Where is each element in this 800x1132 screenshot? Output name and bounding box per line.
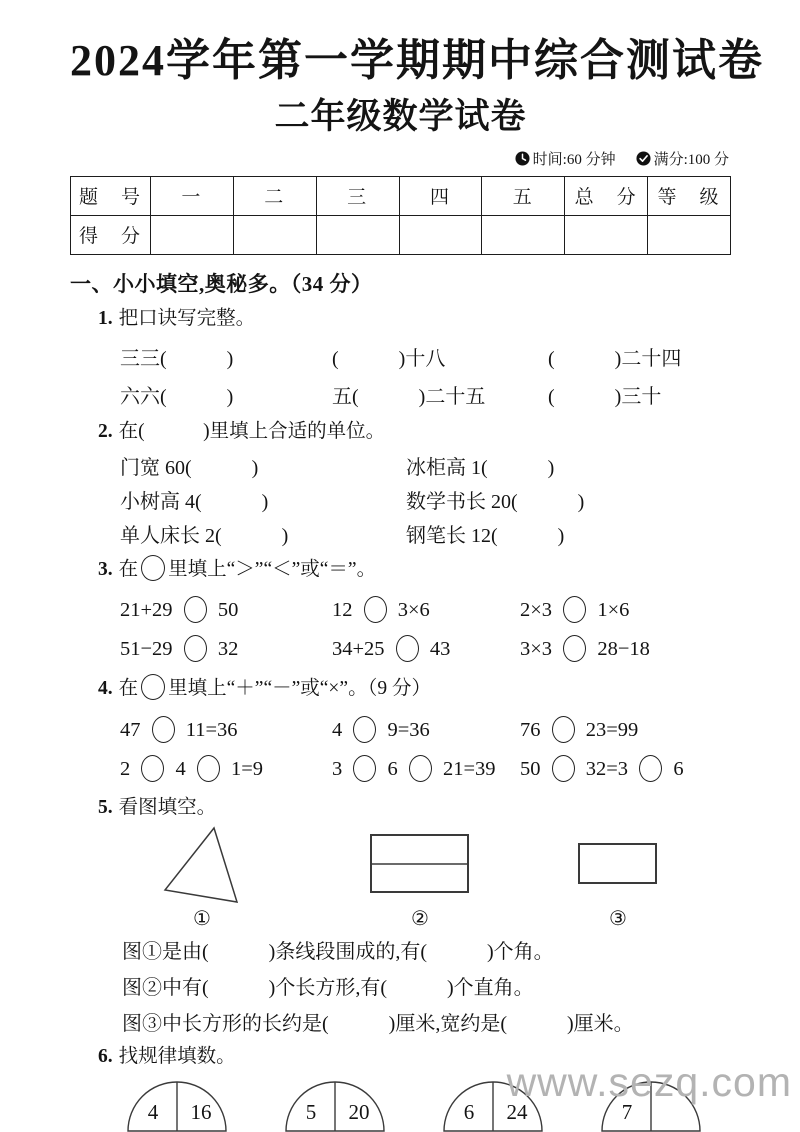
q5-fill-line: 图③中长方形的长约是( )厘米,宽约是( )厘米。 (122, 1012, 634, 1035)
answer-circle (639, 755, 662, 782)
q2-row (120, 451, 731, 480)
answer-circle (364, 596, 387, 623)
figure-2-block (370, 834, 470, 929)
q2-row (120, 519, 731, 548)
clock-icon (515, 151, 530, 166)
semicircle-value-left: 5 (305, 1100, 317, 1125)
semicircle-value-right: 20 (348, 1100, 370, 1125)
question-1-heading (98, 305, 731, 333)
q4-expression: 2 4 1=9 (120, 755, 332, 782)
divided-rectangle-shape (370, 834, 470, 894)
semicircle-value-right: 16 (190, 1100, 212, 1125)
question-2-text: 在( )里填上合适的单位。 (118, 420, 386, 442)
q1-cell: ( )十八 (332, 347, 446, 370)
question-6-text: 找规律填数。 (118, 1045, 236, 1067)
score-table (70, 176, 731, 255)
semicircle-figure (127, 1079, 227, 1132)
full-score-label: 满分:100 分 (653, 151, 729, 168)
question-3-rows (70, 596, 731, 662)
question-3-heading (98, 555, 731, 584)
answer-circle (141, 555, 165, 581)
q34-row (120, 635, 731, 662)
question-4-text: 在 里填上“＋”“－”或“×”。（9 分） (119, 678, 431, 699)
question-5-number: 5. (98, 796, 113, 818)
q34-row (120, 716, 731, 743)
question-2-number: 2. (98, 420, 113, 442)
q4-expression: 76 23=99 (520, 716, 731, 743)
time-info (515, 148, 616, 169)
figure-3-label: ③ (609, 907, 627, 930)
score-table-column-label: 一 (151, 176, 234, 215)
q2-cell: 冰柜高 1( ) (406, 457, 555, 480)
q34-row (120, 755, 731, 782)
q3-expression: 2×3 1×6 (520, 596, 731, 623)
question-5-lines (70, 935, 731, 1036)
answer-circle (409, 755, 432, 782)
semicircle-value-left: 7 (621, 1100, 633, 1125)
question-1-text: 把口诀写完整。 (118, 307, 256, 329)
answer-circle (353, 716, 376, 743)
question-3-text: 在 里填上“＞”“＜”或“＝”。 (119, 559, 376, 580)
score-table-header-cell: 题 号 (71, 176, 151, 215)
q4-expression: 3 6 21=39 (332, 755, 520, 782)
score-table-column-label: 三 (316, 176, 399, 215)
question-1-number: 1. (98, 307, 113, 329)
score-table-column-label: 总 分 (565, 176, 648, 215)
q5-line (122, 1007, 731, 1036)
q5-fill-line: 图②中有( )个长方形,有( )个直角。 (122, 976, 534, 999)
q34-row (120, 596, 731, 623)
q2-cell: 小树高 4( ) (120, 491, 269, 514)
q4-expression: 50 32=3 6 (520, 755, 731, 782)
q5-line (122, 935, 731, 964)
q5-line (122, 971, 731, 1000)
q2-cell: 钢笔长 12( ) (406, 525, 565, 548)
q3-expression: 12 3×6 (332, 596, 520, 623)
answer-circle (552, 755, 575, 782)
answer-circle (552, 716, 575, 743)
question-6-number: 6. (98, 1045, 113, 1067)
check-icon (636, 151, 651, 166)
answer-circle (184, 635, 207, 662)
answer-circle (141, 755, 164, 782)
section-one-heading: 一、小小填空,奥秘多。（34 分） (70, 271, 373, 296)
question-5-heading (98, 794, 731, 822)
full-score-info (636, 148, 729, 169)
figure-1-label: ① (193, 907, 211, 930)
semicircle-value-right: 24 (506, 1100, 528, 1125)
score-empty-cell (482, 215, 565, 254)
question-1-rows (70, 342, 731, 409)
question-5-text: 看图填空。 (118, 796, 217, 818)
semicircle-value-left: 4 (147, 1100, 159, 1125)
score-empty-cell (565, 215, 648, 254)
paper-subtitle: 二年级数学试卷 (274, 96, 527, 136)
score-table-body (71, 176, 731, 254)
q2-cell: 数学书长 20( ) (406, 491, 585, 514)
question-2-heading (98, 418, 731, 446)
watermark: www.sezq.com (506, 1059, 792, 1105)
q1-row (120, 342, 731, 371)
small-rectangle-shape (578, 843, 658, 885)
q3-expression: 21+29 50 (120, 596, 332, 623)
score-table-column-label: 五 (482, 176, 565, 215)
figure-3-block (578, 843, 658, 929)
answer-circle (197, 755, 220, 782)
semicircle-figure (285, 1079, 385, 1132)
answer-circle (353, 755, 376, 782)
answer-circle (141, 674, 165, 700)
time-label: 时间:60 分钟 (532, 151, 616, 168)
figure-1-block (162, 826, 242, 929)
triangle-shape (163, 826, 241, 904)
score-empty-cell (151, 215, 234, 254)
question-4-number: 4. (98, 678, 113, 700)
q2-cell: 门宽 60( ) (120, 457, 259, 480)
answer-circle (184, 596, 207, 623)
q4-expression: 4 9=36 (332, 716, 520, 743)
question-4-rows (70, 716, 731, 782)
answer-circle (563, 635, 586, 662)
q1-cell: ( )二十四 (548, 347, 682, 370)
question-3-number: 3. (98, 559, 113, 581)
score-empty-cell (399, 215, 482, 254)
score-empty-cell (648, 215, 731, 254)
score-table-column-label: 等 级 (648, 176, 731, 215)
q2-cell: 单人床长 2( ) (120, 525, 289, 548)
question-5-figures (70, 826, 731, 928)
answer-circle (152, 716, 175, 743)
q1-cell: 六六( ) (120, 385, 234, 408)
q3-expression: 51−29 32 (120, 635, 332, 662)
paper-info-line (70, 148, 729, 169)
score-empty-cell (233, 215, 316, 254)
q1-cell: ( )三十 (548, 385, 662, 408)
q1-cell: 三三( ) (120, 347, 234, 370)
answer-circle (396, 635, 419, 662)
q1-row (120, 380, 731, 409)
score-table-column-label: 二 (233, 176, 316, 215)
q2-row (120, 485, 731, 514)
q4-expression: 47 11=36 (120, 716, 332, 743)
semicircle-value-left: 6 (463, 1100, 475, 1125)
score-empty-cell (316, 215, 399, 254)
question-4-heading (98, 674, 731, 703)
score-row-label: 得 分 (71, 215, 151, 254)
question-2-rows (70, 451, 731, 548)
q3-expression: 34+25 43 (332, 635, 520, 662)
paper-title: 2024学年第一学期期中综合测试卷 (70, 36, 764, 85)
score-table-column-label: 四 (399, 176, 482, 215)
q3-expression: 3×3 28−18 (520, 635, 731, 662)
figure-2-label: ② (411, 907, 429, 930)
q1-cell: 五( )二十五 (332, 385, 486, 408)
answer-circle (563, 596, 586, 623)
q5-fill-line: 图①是由( )条线段围成的,有( )个角。 (122, 940, 554, 963)
